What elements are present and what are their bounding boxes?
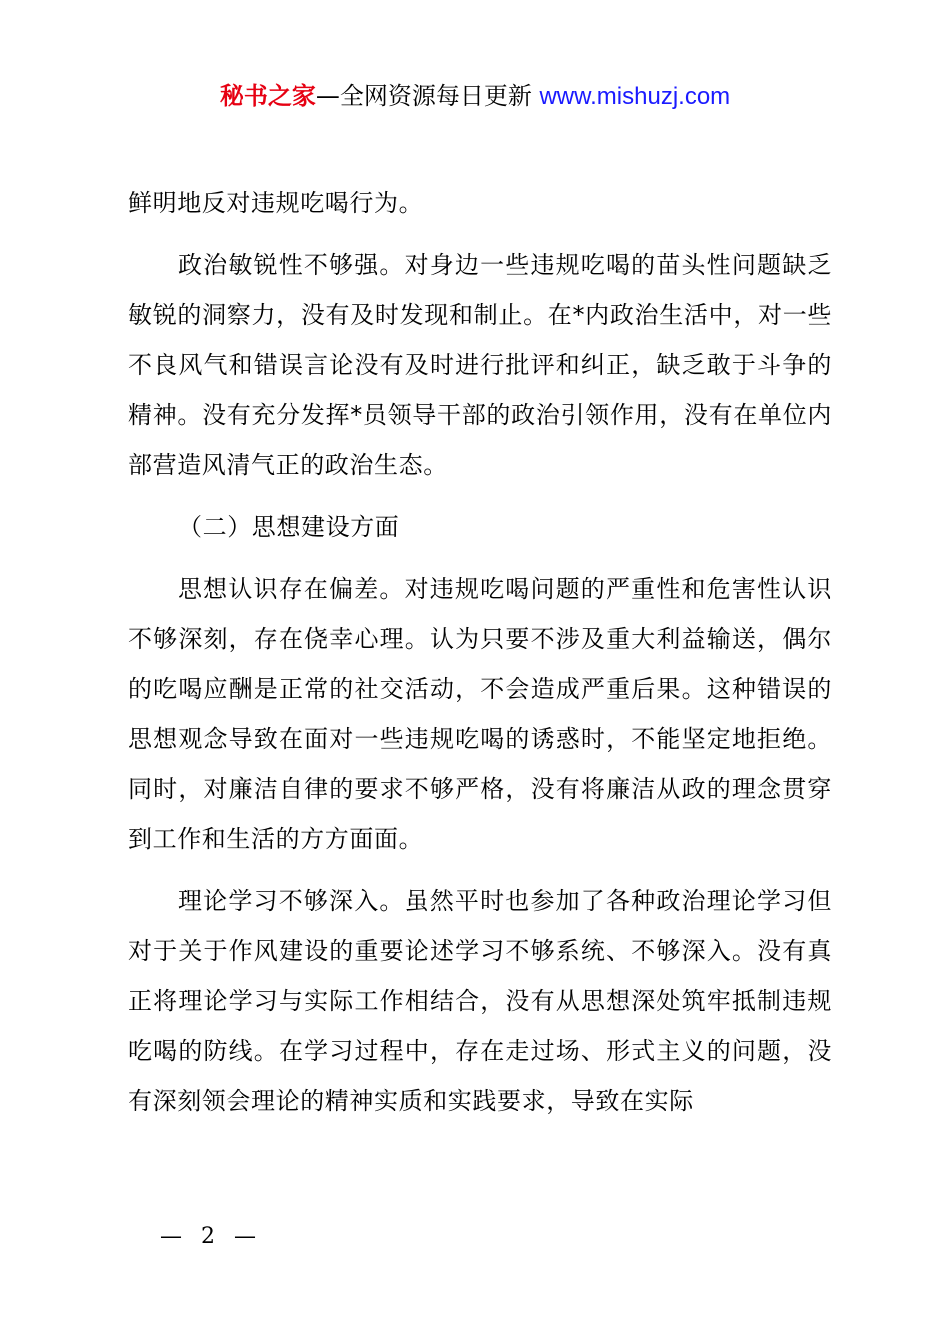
document-body <box>128 178 832 1126</box>
page-number: — 2 — <box>160 1224 262 1249</box>
paragraph-continuation: 鲜明地反对违规吃喝行为。 <box>128 189 424 217</box>
section-heading-ideology: （二）思想建设方面 <box>178 513 400 541</box>
header-tagline: —全网资源每日更新 <box>315 82 540 110</box>
site-url-link[interactable]: www.mishuzj.com <box>539 83 731 110</box>
paragraph-political-sensitivity: 政治敏锐性不够强。对身边一些违规吃喝的苗头性问题缺乏敏锐的洞察力，没有及时发现和制止。在*内政治生活中，对一些不良风气和错误言论没有及时进行批评和纠正，缺乏敢于斗争的精神。没有充分发挥*员领导干部的政治引领作用，没有在单位内部营造风清气正的政治生态。 <box>128 251 832 479</box>
paragraph-ideological-deviation: 思想认识存在偏差。对违规吃喝问题的严重性和危害性认识不够深刻，存在侥幸心理。认为只要不涉及重大利益输送，偶尔的吃喝应酬是正常的社交活动，不会造成严重后果。这种错误的思想观念导致在面对一些违规吃喝的诱惑时，不能坚定地拒绝。同时，对廉洁自律的要求不够严格，没有将廉洁从政的理念贯穿到工作和生活的方方面面。 <box>128 575 832 853</box>
paragraph-theory-study: 理论学习不够深入。虽然平时也参加了各种政治理论学习但对于关于作风建设的重要论述学习不够系统、不够深入。没有真正将理论学习与实际工作相结合，没有从思想深处筑牢抵制违规吃喝的防线。在学习过程中，存在走过场、形式主义的问题，没有深刻领会理论的精神实质和实践要求，导致在实际 <box>128 887 832 1115</box>
brand-name: 秘书之家 <box>219 82 316 110</box>
page-header <box>0 80 950 113</box>
